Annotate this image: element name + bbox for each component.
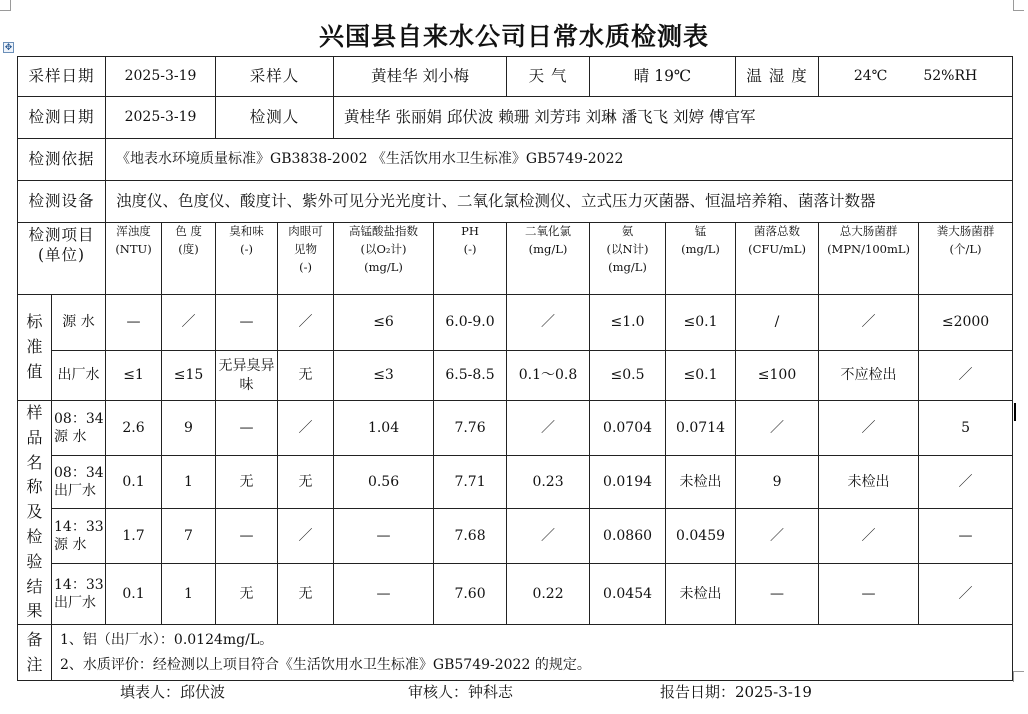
column-header: 锰 (mg/L): [666, 223, 736, 295]
sample-time-type: 08：34 出厂水: [52, 455, 106, 508]
table-cell: ／: [919, 455, 1013, 508]
table-cell: 0.0194: [590, 455, 666, 508]
column-header: 二氧化氯 (mg/L): [507, 223, 590, 295]
items-label: [18, 223, 106, 295]
column-header: 高锰酸盐指数 (以O₂计) (mg/L): [334, 223, 434, 295]
table-cell: 1.04: [334, 401, 434, 456]
column-header: 浑浊度 (NTU): [106, 223, 162, 295]
column-header: 总大肠菌群 (MPN/100mL): [819, 223, 919, 295]
column-header: 肉眼可 见物 (-): [278, 223, 334, 295]
table-cell: ／: [819, 401, 919, 456]
table-cell: 0.0459: [666, 508, 736, 563]
items-header-row: [18, 223, 1013, 295]
humidity-value: 52%RH: [923, 68, 978, 85]
table-cell: ≤6: [334, 295, 434, 351]
sample-row: [18, 563, 1013, 624]
table-cell: 0.0704: [590, 401, 666, 456]
table-cell: —: [216, 508, 278, 563]
table-cell: —: [216, 401, 278, 456]
table-cell: 无异臭异味: [216, 351, 278, 401]
table-cell: 2.6: [106, 401, 162, 456]
table-cell: 不应检出: [819, 351, 919, 401]
temperature-value: 24℃: [853, 68, 888, 85]
sample-row: [18, 455, 1013, 508]
table-cell: 7.71: [434, 455, 507, 508]
basis-row: [18, 139, 1013, 181]
table-cell: ／: [736, 508, 819, 563]
table-cell: ／: [819, 508, 919, 563]
standard-label: 标准值: [18, 295, 52, 401]
table-cell: ／: [278, 508, 334, 563]
column-header: 氨 (以N计) (mg/L): [590, 223, 666, 295]
table-cell: /: [736, 295, 819, 351]
column-header: 菌落总数 (CFU/mL): [736, 223, 819, 295]
table-cell: 9: [736, 455, 819, 508]
table-cell: 无: [216, 563, 278, 624]
reviewer: 审核人：钟科志: [408, 683, 514, 701]
table-cell: —: [334, 508, 434, 563]
table-cell: ≤0.1: [666, 295, 736, 351]
table-cell: 无: [278, 563, 334, 624]
tester-label: 检测人: [216, 97, 334, 139]
equipment-text: 浊度仪、色度仪、酸度计、紫外可见分光光度计、二氧化氯检测仪、立式压力灭菌器、恒温培养箱、菌落计数器: [106, 181, 1013, 223]
remark-line: 1、铝（出厂水）：0.0124mg/L。: [60, 632, 274, 649]
table-cell: —: [736, 563, 819, 624]
sampling-date-label: 采样日期: [18, 57, 106, 97]
table-cell: —: [216, 295, 278, 351]
table-move-handle-icon[interactable]: ✥: [4, 43, 13, 53]
table-cell: ／: [162, 295, 216, 351]
text-cursor: [1014, 403, 1016, 421]
table-cell: 0.1: [106, 455, 162, 508]
weather-label: 天 气: [507, 57, 590, 97]
table-cell: 0.0860: [590, 508, 666, 563]
table-cell: 未检出: [666, 455, 736, 508]
sample-row: [18, 508, 1013, 563]
page-corner-mark: [1013, 671, 1024, 682]
table-cell: 无: [216, 455, 278, 508]
testing-date-value: 2025-3-19: [106, 97, 216, 139]
remarks-text: [52, 625, 1013, 681]
filled-by: 填表人：邱伏波: [120, 683, 226, 701]
equipment-row: [18, 181, 1013, 223]
sampler-names: 黄桂华 刘小梅: [334, 57, 507, 97]
table-cell: 6.0-9.0: [434, 295, 507, 351]
table-cell: ／: [278, 401, 334, 456]
table-cell: ≤0.1: [666, 351, 736, 401]
remarks-row: [18, 625, 1013, 681]
testing-date-label: 检测日期: [18, 97, 106, 139]
table-cell: ≤0.5: [590, 351, 666, 401]
basis-label: 检测依据: [18, 139, 106, 181]
items-label-line2: (单位): [37, 246, 86, 265]
remark-line: 2、水质评价：经检测以上项目符合《生活饮用水卫生标准》GB5749-2022 的规定。: [60, 656, 591, 673]
table-cell: 0.0714: [666, 401, 736, 456]
sample-time-type: 14：33 源 水: [52, 508, 106, 563]
table-cell: —: [106, 295, 162, 351]
table-cell: —: [819, 563, 919, 624]
table-cell: 未检出: [819, 455, 919, 508]
column-header: 粪大肠菌群 (个/L): [919, 223, 1013, 295]
table-cell: 1: [162, 455, 216, 508]
table-cell: 0.56: [334, 455, 434, 508]
testing-row: [18, 97, 1013, 139]
table-cell: ／: [736, 401, 819, 456]
sampling-date-value: 2025-3-19: [106, 57, 216, 97]
table-cell: ／: [819, 295, 919, 351]
column-header: 色 度 (度): [162, 223, 216, 295]
table-cell: ≤1: [106, 351, 162, 401]
table-cell: 7.60: [434, 563, 507, 624]
table-cell: ≤3: [334, 351, 434, 401]
table-cell: 7: [162, 508, 216, 563]
standard-row-outlet: [18, 351, 1013, 401]
row-label: 源 水: [52, 295, 106, 351]
table-cell: 7.68: [434, 508, 507, 563]
table-cell: 5: [919, 401, 1013, 456]
table-cell: ／: [507, 508, 590, 563]
tester-names: 黄桂华 张丽娟 邱伏波 赖珊 刘芳玮 刘琳 潘飞飞 刘婷 傅官军: [334, 97, 1013, 139]
sampler-label: 采样人: [216, 57, 334, 97]
items-label-line1: 检测项目: [28, 226, 95, 244]
temp-humidity-value: [819, 57, 1013, 97]
table-cell: ／: [507, 401, 590, 456]
sample-row: [18, 401, 1013, 456]
table-cell: 0.1～0.8: [507, 351, 590, 401]
standard-row-source: [18, 295, 1013, 351]
table-cell: 9: [162, 401, 216, 456]
table-cell: ≤15: [162, 351, 216, 401]
table-cell: —: [919, 508, 1013, 563]
table-cell: 6.5-8.5: [434, 351, 507, 401]
samples-label: 样品名称及检验结果: [18, 401, 52, 625]
page-corner-mark: [1013, 0, 1024, 11]
table-cell: 1: [162, 563, 216, 624]
report-date: 报告日期：2025-3-19: [660, 683, 812, 701]
table-cell: ／: [919, 351, 1013, 401]
table-cell: 7.76: [434, 401, 507, 456]
sampling-row: [18, 57, 1013, 97]
remarks-label: 备注: [18, 625, 52, 681]
sample-time-type: 14：33 出厂水: [52, 563, 106, 624]
table-cell: 0.23: [507, 455, 590, 508]
sample-time-type: 08：34 源 水: [52, 401, 106, 456]
temp-humidity-label: 温 湿 度: [736, 57, 819, 97]
table-cell: ／: [507, 295, 590, 351]
row-label: 出厂水: [52, 351, 106, 401]
table-cell: 无: [278, 455, 334, 508]
table-cell: ／: [278, 295, 334, 351]
table-cell: ／: [919, 563, 1013, 624]
table-cell: 0.22: [507, 563, 590, 624]
table-cell: —: [334, 563, 434, 624]
table-cell: 1.7: [106, 508, 162, 563]
table-cell: 未检出: [666, 563, 736, 624]
table-cell: 无: [278, 351, 334, 401]
column-header: 臭和味 (-): [216, 223, 278, 295]
table-cell: 0.1: [106, 563, 162, 624]
column-header: PH (-): [434, 223, 507, 295]
basis-text: 《地表水环境质量标准》GB3838-2002 《生活饮用水卫生标准》GB5749-2022: [106, 139, 1013, 181]
table-cell: ≤2000: [919, 295, 1013, 351]
page-corner-mark: [0, 0, 11, 11]
document-title: 兴国县自来水公司日常水质检测表: [318, 22, 709, 51]
table-cell: ≤100: [736, 351, 819, 401]
table-cell: 0.0454: [590, 563, 666, 624]
water-quality-table: [17, 56, 1013, 681]
table-cell: ≤1.0: [590, 295, 666, 351]
equipment-label: 检测设备: [18, 181, 106, 223]
weather-value: 晴 19℃: [590, 57, 736, 97]
